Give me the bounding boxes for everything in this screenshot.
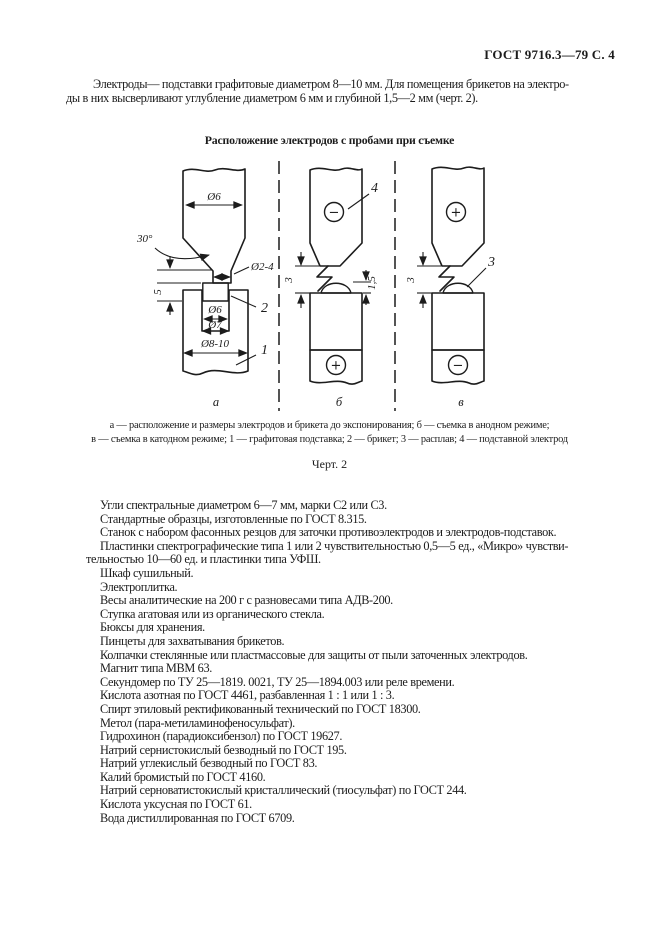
part-label-1: 1 [261,343,268,358]
list-item: Кислота уксусная по ГОСТ 61. [100,797,252,812]
dim-label-melt15: 1,5 [366,276,378,290]
subfigure-label-a: а [212,395,220,409]
counter-electrode-outline [183,169,245,283]
list-item: Пластинки спектрографические типа 1 или 2 чувствительностью 0,5—5 ед., «Микро» чувстви- [100,538,569,553]
dim-label-angle30: 30° [137,233,153,245]
equipment-list [86,499,606,825]
list-item: Стандартные образцы, изготовленные по ГОСТ 8.315. [100,511,367,526]
list-item: Бюксы для хранения. [100,620,205,635]
figure-number: Черт. 2 [311,457,348,471]
intro-paragraph-line-1: Электроды— подставки графитовые диаметром 8—10 мм. Для помещения брикетов на электро- [93,77,569,91]
plus-polarity-icon: + [330,358,342,374]
list-item: Секундомер по ТУ 25—1819. 0021, ТУ 25—1894.003 или реле времени. [100,674,455,689]
intro-paragraph-line-2: ды в них высверливают углубление диаметром 6 мм и глубиной 1,5—2 мм (черт. 2). [66,91,478,105]
list-item: Калий бромистый по ГОСТ 4160. [100,769,266,784]
list-item: Метол (пара-метиламинофеносульфат). [100,715,295,730]
list-item-continuation: тельностью 10—60 ед. и пластинки типа УФШ. [86,552,321,567]
part-label-4: 4 [371,181,378,196]
figure-b [283,168,378,409]
page-header: ГОСТ 9716.3—79 С. 4 [484,47,615,62]
list-item: Натрий сернистокислый безводный по ГОСТ 195. [100,742,347,757]
melt-dome-b [321,283,351,293]
list-item: Электроплитка. [100,579,178,594]
dim-label-dia7: Ø7 [208,319,222,331]
list-item: Колпачки стеклянные или пластмассовые для защиты от пыли заточенных электродов. [100,647,528,662]
part-label-2: 2 [261,301,268,316]
briquette-b [310,293,362,350]
figure-drawing [115,153,615,415]
list-item: Весы аналитические на 200 г с разновесами типа АДВ-200. [100,593,393,608]
dim-label-dia-tip: Ø2-4 [251,261,274,273]
figure-a [136,169,274,409]
dim-label-dia8-10: Ø8-10 [200,338,230,350]
figure-caption-line-1: а — расположение и размеры электродов и брикета до экспонирования; б — съемка в анодном режиме; [109,420,550,431]
list-item: Спирт этиловый ректификованный технический по ГОСТ 18300. [100,701,421,716]
subfigure-label-v: в [458,395,464,409]
dim-label-dia6-cavity: Ø6 [208,304,222,316]
list-item: Ступка агатовая или из органического стекла. [100,606,325,621]
list-item: Натрий серноватистокислый кристаллический (тиосульфат) по ГОСТ 244. [100,783,467,798]
list-item: Шкаф сушильный. [100,565,194,580]
figure-caption-line-2: в — съемка в катодном режиме; 1 — графитовая подставка; 2 — брикет; 3 — расплав; 4 — подставной электрод [91,434,568,445]
minus-polarity-icon: − [328,205,340,221]
subfigure-label-b: б [335,395,343,409]
briquette-v [432,293,484,350]
plus-polarity-icon: + [450,205,462,221]
list-item: Гидрохинон (парадиоксибензол) по ГОСТ 19627. [100,729,343,744]
melt-dome-v [443,283,473,293]
dim-label-gap3-b: 3 [283,277,295,283]
list-item: Натрий углекислый безводный по ГОСТ 83. [100,756,318,771]
dim-label-gap3-v: 3 [405,277,417,283]
dim-label-h5: 5 [152,289,164,295]
briquette-a [203,283,228,301]
figure-title: Расположение электродов с пробами при съемке [204,133,455,147]
part-label-3: 3 [488,255,495,270]
list-item: Угли спектральные диаметром 6—7 мм, марки С2 или С3. [100,498,387,512]
list-item: Вода дистиллированная по ГОСТ 6709. [100,810,295,825]
minus-polarity-icon: − [452,358,464,374]
figure-v [405,167,495,409]
list-item: Станок с набором фасонных резцов для заточки противоэлектродов и электродов-подставок. [100,525,557,540]
list-item: Кислота азотная по ГОСТ 4461, разбавленная 1 : 1 или 1 : 3. [100,688,395,703]
electrodes-diagram [115,153,615,415]
graphite-support-outline [183,290,248,375]
dim-label-dia6-top: Ø6 [207,191,221,203]
list-item: Магнит типа МВМ 63. [100,661,212,676]
list-item: Пинцеты для захватывания брикетов. [100,633,285,648]
